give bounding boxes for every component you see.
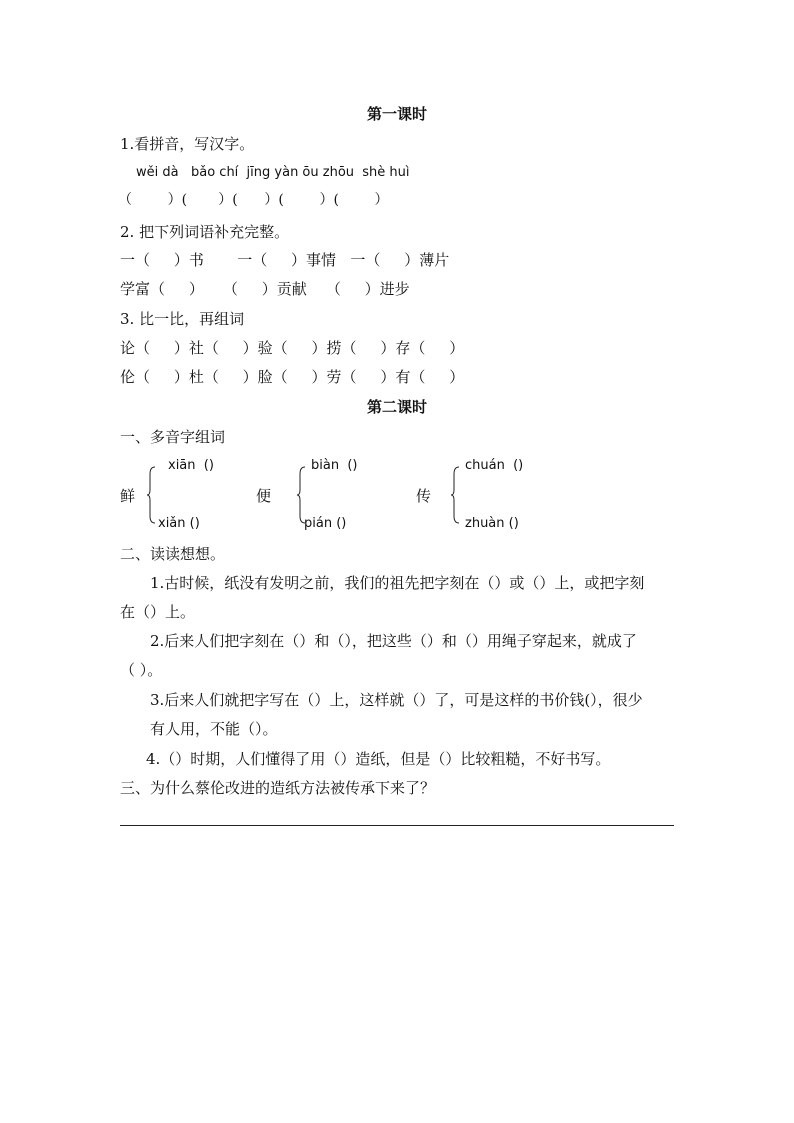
q2-row2[interactable]: 学富（ ） （ ）贡献 （ ）进步	[120, 280, 410, 298]
poly-char-2: 便	[256, 487, 272, 505]
s2-p4[interactable]: 4.（）时期，人们懂得了用（）造纸，但是（）比较粗糙，不好书写。	[146, 750, 611, 768]
poly-top-2[interactable]: biàn ()	[311, 458, 358, 473]
lesson1-title: 第一课时	[366, 105, 427, 123]
poly-char-3: 传	[416, 487, 432, 505]
s1-heading: 一、多音字组词	[120, 428, 226, 446]
q1-heading: 1.看拼音，写汉字。	[120, 135, 255, 153]
s2-heading: 二、读读想想。	[120, 545, 226, 563]
q1-blanks[interactable]: （ ）( ）( ）( ）( ）	[118, 192, 389, 208]
q2-heading: 2. 把下列词语补充完整。	[120, 223, 290, 241]
poly-bottom-1[interactable]: xiǎn ()	[158, 516, 200, 531]
s2-p1-line1[interactable]: 1.古时候，纸没有发明之前，我们的祖先把字刻在（）或（）上，或把字刻	[150, 574, 645, 592]
s2-p3-line1[interactable]: 3.后来人们就把字写在（）上，这样就（）了，可是这样的书价钱(），很少	[150, 691, 643, 709]
s3-heading: 三、为什么蔡伦改进的造纸方法被传承下来了？	[120, 779, 436, 797]
poly-top-1[interactable]: xiān ()	[168, 458, 214, 473]
s2-p2-line1[interactable]: 2.后来人们把字刻在（）和（），把这些（）和（）用绳子穿起来，就成了	[150, 632, 637, 650]
s2-p3-line2[interactable]: 有人用，不能（）。	[150, 720, 278, 738]
poly-bottom-3[interactable]: zhuàn ()	[465, 516, 519, 531]
q3-row1[interactable]: 论（ ）社（ ）验（ ）捞（ ）存（ ）	[120, 339, 465, 357]
q3-heading: 3. 比一比，再组词	[120, 310, 245, 328]
s2-p1-line2[interactable]: 在（）上。	[120, 603, 196, 621]
q2-row1[interactable]: 一（ ）书 一（ ）事情 一（ ）薄片	[120, 251, 450, 269]
lesson2-title: 第二课时	[366, 398, 427, 416]
q3-row2[interactable]: 伦（ ）杜（ ）脸（ ）劳（ ）有（ ）	[120, 368, 465, 386]
s2-p2-line2[interactable]: （ ）。	[120, 661, 163, 679]
brace-icon	[146, 466, 155, 524]
brace-icon	[450, 466, 459, 524]
q1-pinyin: wěi dà bǎo chí jīng yàn ōu zhōu shè huì	[136, 165, 410, 180]
poly-top-3[interactable]: chuán ()	[465, 458, 524, 473]
poly-char-1: 鲜	[120, 487, 136, 505]
answer-line[interactable]	[120, 825, 674, 826]
poly-bottom-2[interactable]: pián ()	[304, 516, 347, 531]
